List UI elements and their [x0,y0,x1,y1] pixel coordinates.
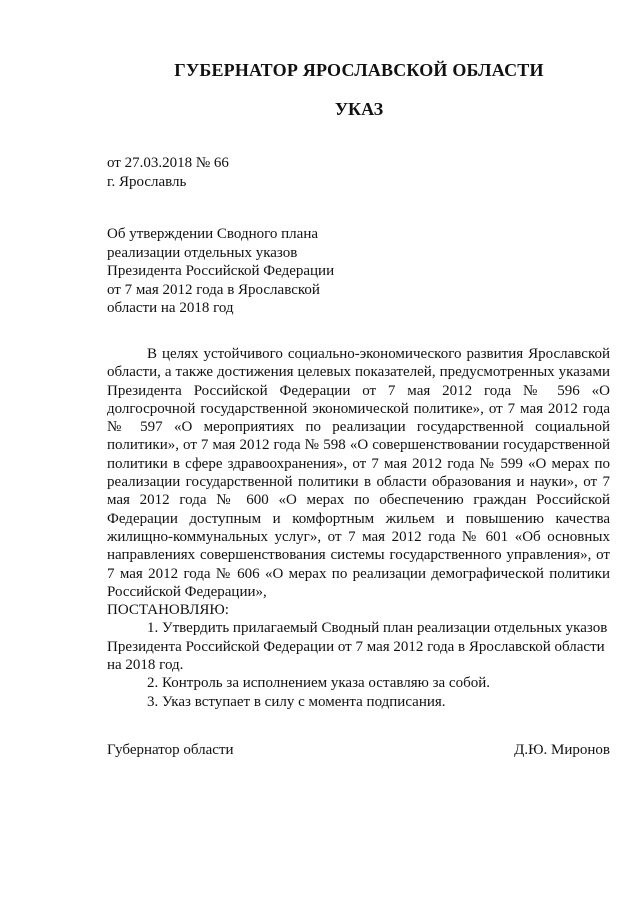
document-subject [107,225,334,318]
subject-line: Президента Российской Федерации [107,263,335,279]
resolve-heading: ПОСТАНОВЛЯЮ: [107,602,229,619]
resolution-item: 2. Контроль за исполнением указа оставляю за собой. [147,675,490,692]
subject-line: области на 2018 год [107,300,234,316]
preamble-paragraph: В целях устойчивого социально-экономического развития Ярославской области, а также достижения целевых показателей, предусмотренных указами Президента Российской Федерации от 7 мая 2012 года № 596 «О долгосрочной государственной экономической политике», от 7 мая 2012 года № 597 «О мероприятиях по реализации государственной социальной политики», от 7 мая 2012 года № 598 «О совершенствовании государственной политики в сфере здравоохранения», от 7 мая 2012 года № 599 «О мерах по реализации государственной политики в области образования и науки», от 7 мая 2012 года № 600 «О мерах по обеспечению граждан Российской Федерации доступным и комфортным жильем и повышению качества жилищно-коммунальных услуг», от 7 мая 2012 года № 601 «Об основных направлениях совершенствования системы государственного управления», от 7 мая 2012 года № 606 «О мерах по реализации демографической политики Российской Федерации», [107,346,610,600]
subject-line: реализации отдельных указов [107,244,298,261]
city: г. Ярославль [107,174,187,190]
signatory-name: Д.Ю. Миронов [514,742,610,758]
subject-line: Об утверждении Сводного плана [107,226,319,242]
subject-line: от 7 мая 2012 года в Ярославской [107,281,320,298]
document-body [107,345,610,711]
document-type: УКАЗ [334,99,384,119]
issuing-authority: ГУБЕРНАТОР ЯРОСЛАВСКОЙ ОБЛАСТИ [174,60,544,80]
signature-block [107,742,610,759]
resolution-item: 1. Утвердить прилагаемый Сводный план реализации отдельных указов Президента Российской Федерации от 7 мая 2012 года в Ярославской области на 2018 год. [107,620,608,674]
signatory-position: Губернатор области [107,742,234,758]
resolution-item: 3. Указ вступает в силу с момента подписания. [147,693,446,710]
date-number: от 27.03.2018 № 66 [107,155,229,171]
document-meta [107,154,229,192]
